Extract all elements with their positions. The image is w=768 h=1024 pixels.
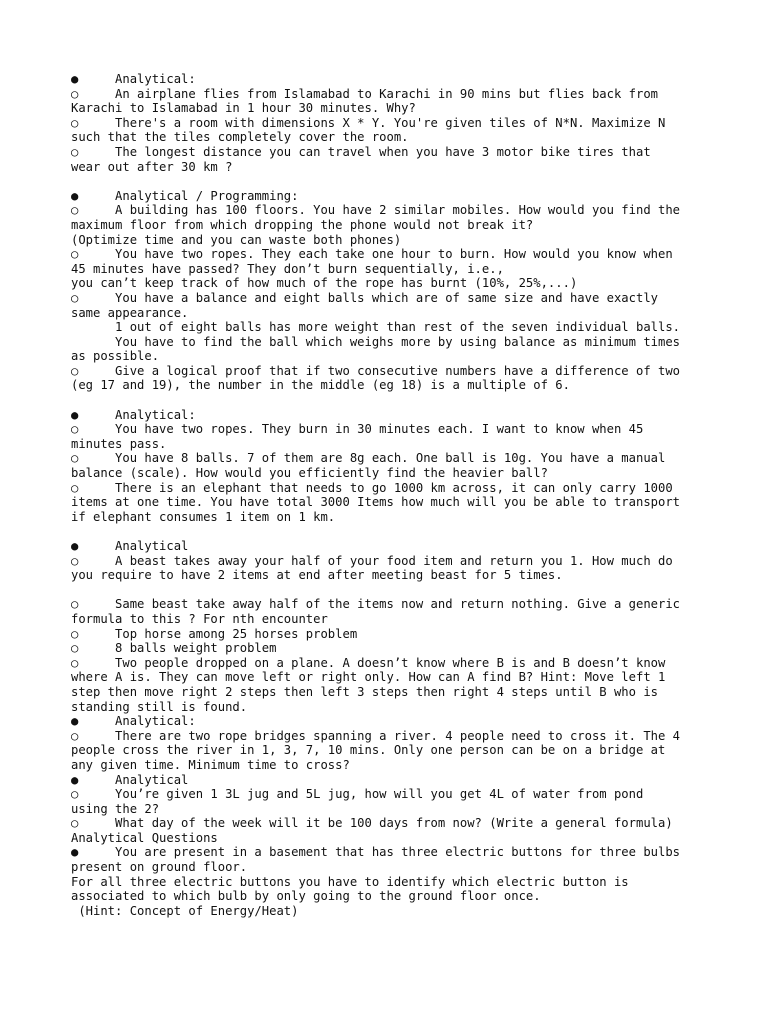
text-line: ○ You have 8 balls. 7 of them are 8g each. One ball is 10g. You have a manual bbox=[71, 451, 666, 466]
text-line: people cross the river in 1, 3, 7, 10 mins. Only one person can be on a bridge at bbox=[71, 743, 666, 758]
text-line: ○ You have a balance and eight balls which are of same size and have exactly bbox=[71, 290, 658, 305]
text-line: using the 2? bbox=[71, 801, 160, 816]
text-line: ○ 8 balls weight problem bbox=[71, 641, 277, 656]
text-line: ○ You’re given 1 3L jug and 5L jug, how will you get 4L of water from pond bbox=[71, 787, 644, 802]
document-body bbox=[71, 72, 711, 918]
text-line: you require to have 2 items at end after meeting beast for 5 times. bbox=[71, 568, 563, 583]
text-line: (Hint: Concept of Energy/Heat) bbox=[71, 903, 299, 918]
text-line: ○ There's a room with dimensions X * Y. You're given tiles of N*N. Maximize N bbox=[71, 115, 666, 130]
blank-line bbox=[71, 583, 711, 598]
text-line: standing still is found. bbox=[71, 699, 248, 714]
text-line: as possible. bbox=[71, 349, 160, 364]
text-line: 1 out of eight balls has more weight than rest of the seven individual balls. bbox=[71, 320, 681, 335]
text-line: ○ Same beast take away half of the items now and return nothing. Give a generic bbox=[71, 597, 681, 612]
text-line: ○ A building has 100 floors. You have 2 similar mobiles. How would you find the bbox=[71, 203, 681, 218]
blank-line bbox=[71, 393, 711, 408]
text-line: For all three electric buttons you have to identify which electric button is bbox=[71, 874, 629, 889]
text-line: ● Analytical: bbox=[71, 407, 196, 422]
text-line: ● Analytical: bbox=[71, 72, 196, 86]
text-line: present on ground floor. bbox=[71, 860, 248, 875]
text-line: (Optimize time and you can waste both phones) bbox=[71, 232, 402, 247]
text-line: minutes pass. bbox=[71, 436, 167, 451]
text-line: ○ You have two ropes. They each take one hour to burn. How would you know when bbox=[71, 247, 673, 262]
text-line: Analytical Questions bbox=[71, 830, 218, 845]
text-line: ○ There is an elephant that needs to go 1000 km across, it can only carry 1000 bbox=[71, 480, 673, 495]
text-line: ● Analytical bbox=[71, 772, 189, 787]
text-line: such that the tiles completely cover the room. bbox=[71, 130, 409, 145]
text-line: ○ There are two rope bridges spanning a river. 4 people need to cross it. The 4 bbox=[71, 728, 681, 743]
text-line: wear out after 30 km ? bbox=[71, 159, 233, 174]
text-line: 45 minutes have passed? They don’t burn sequentially, i.e., bbox=[71, 261, 504, 276]
blank-line bbox=[71, 524, 711, 539]
blank-line bbox=[71, 174, 711, 189]
text-line: if elephant consumes 1 item on 1 km. bbox=[71, 509, 336, 524]
text-line: ○ What day of the week will it be 100 days from now? (Write a general formula) bbox=[71, 816, 673, 831]
text-line: ○ The longest distance you can travel when you have 3 motor bike tires that bbox=[71, 144, 651, 159]
text-line: ○ An airplane flies from Islamabad to Karachi in 90 mins but flies back from bbox=[71, 86, 658, 101]
text-line: ○ A beast takes away your half of your food item and return you 1. How much do bbox=[71, 553, 673, 568]
text-line: ○ Top horse among 25 horses problem bbox=[71, 626, 358, 641]
text-line: you can’t keep track of how much of the rope has burnt (10%, 25%,...) bbox=[71, 276, 578, 291]
text-line: items at one time. You have total 3000 Items how much will you be able to transport bbox=[71, 495, 681, 510]
text-line: ● Analytical bbox=[71, 539, 189, 553]
text-line: associated to which bulb by only going to the ground floor once. bbox=[71, 889, 541, 904]
text-line: any given time. Minimum time to cross? bbox=[71, 757, 350, 772]
text-line: (eg 17 and 19), the number in the middle (eg 18) is a multiple of 6. bbox=[71, 378, 570, 393]
text-line: You have to find the ball which weighs more by using balance as minimum times bbox=[71, 334, 681, 349]
text-line: Karachi to Islamabad in 1 hour 30 minutes. Why? bbox=[71, 101, 416, 116]
text-line: ● Analytical / Programming: bbox=[71, 188, 299, 203]
text-line: ● You are present in a basement that has three electric buttons for three bulbs bbox=[71, 845, 681, 860]
text-line: maximum floor from which dropping the phone would not break it? bbox=[71, 217, 534, 232]
text-line: balance (scale). How would you efficiently find the heavier ball? bbox=[71, 466, 548, 481]
text-line: ● Analytical: bbox=[71, 714, 196, 729]
text-line: formula to this ? For nth encounter bbox=[71, 611, 328, 626]
text-line: ○ You have two ropes. They burn in 30 minutes each. I want to know when 45 bbox=[71, 422, 644, 437]
text-line: ○ Give a logical proof that if two consecutive numbers have a difference of two bbox=[71, 363, 681, 378]
text-line: same appearance. bbox=[71, 305, 189, 320]
text-line: ○ Two people dropped on a plane. A doesn’t know where B is and B doesn’t know bbox=[71, 655, 666, 670]
text-line: step then move right 2 steps then left 3 steps then right 4 steps until B who is bbox=[71, 684, 658, 699]
text-line: where A is. They can move left or right only. How can A find B? Hint: Move left 1 bbox=[71, 670, 666, 685]
